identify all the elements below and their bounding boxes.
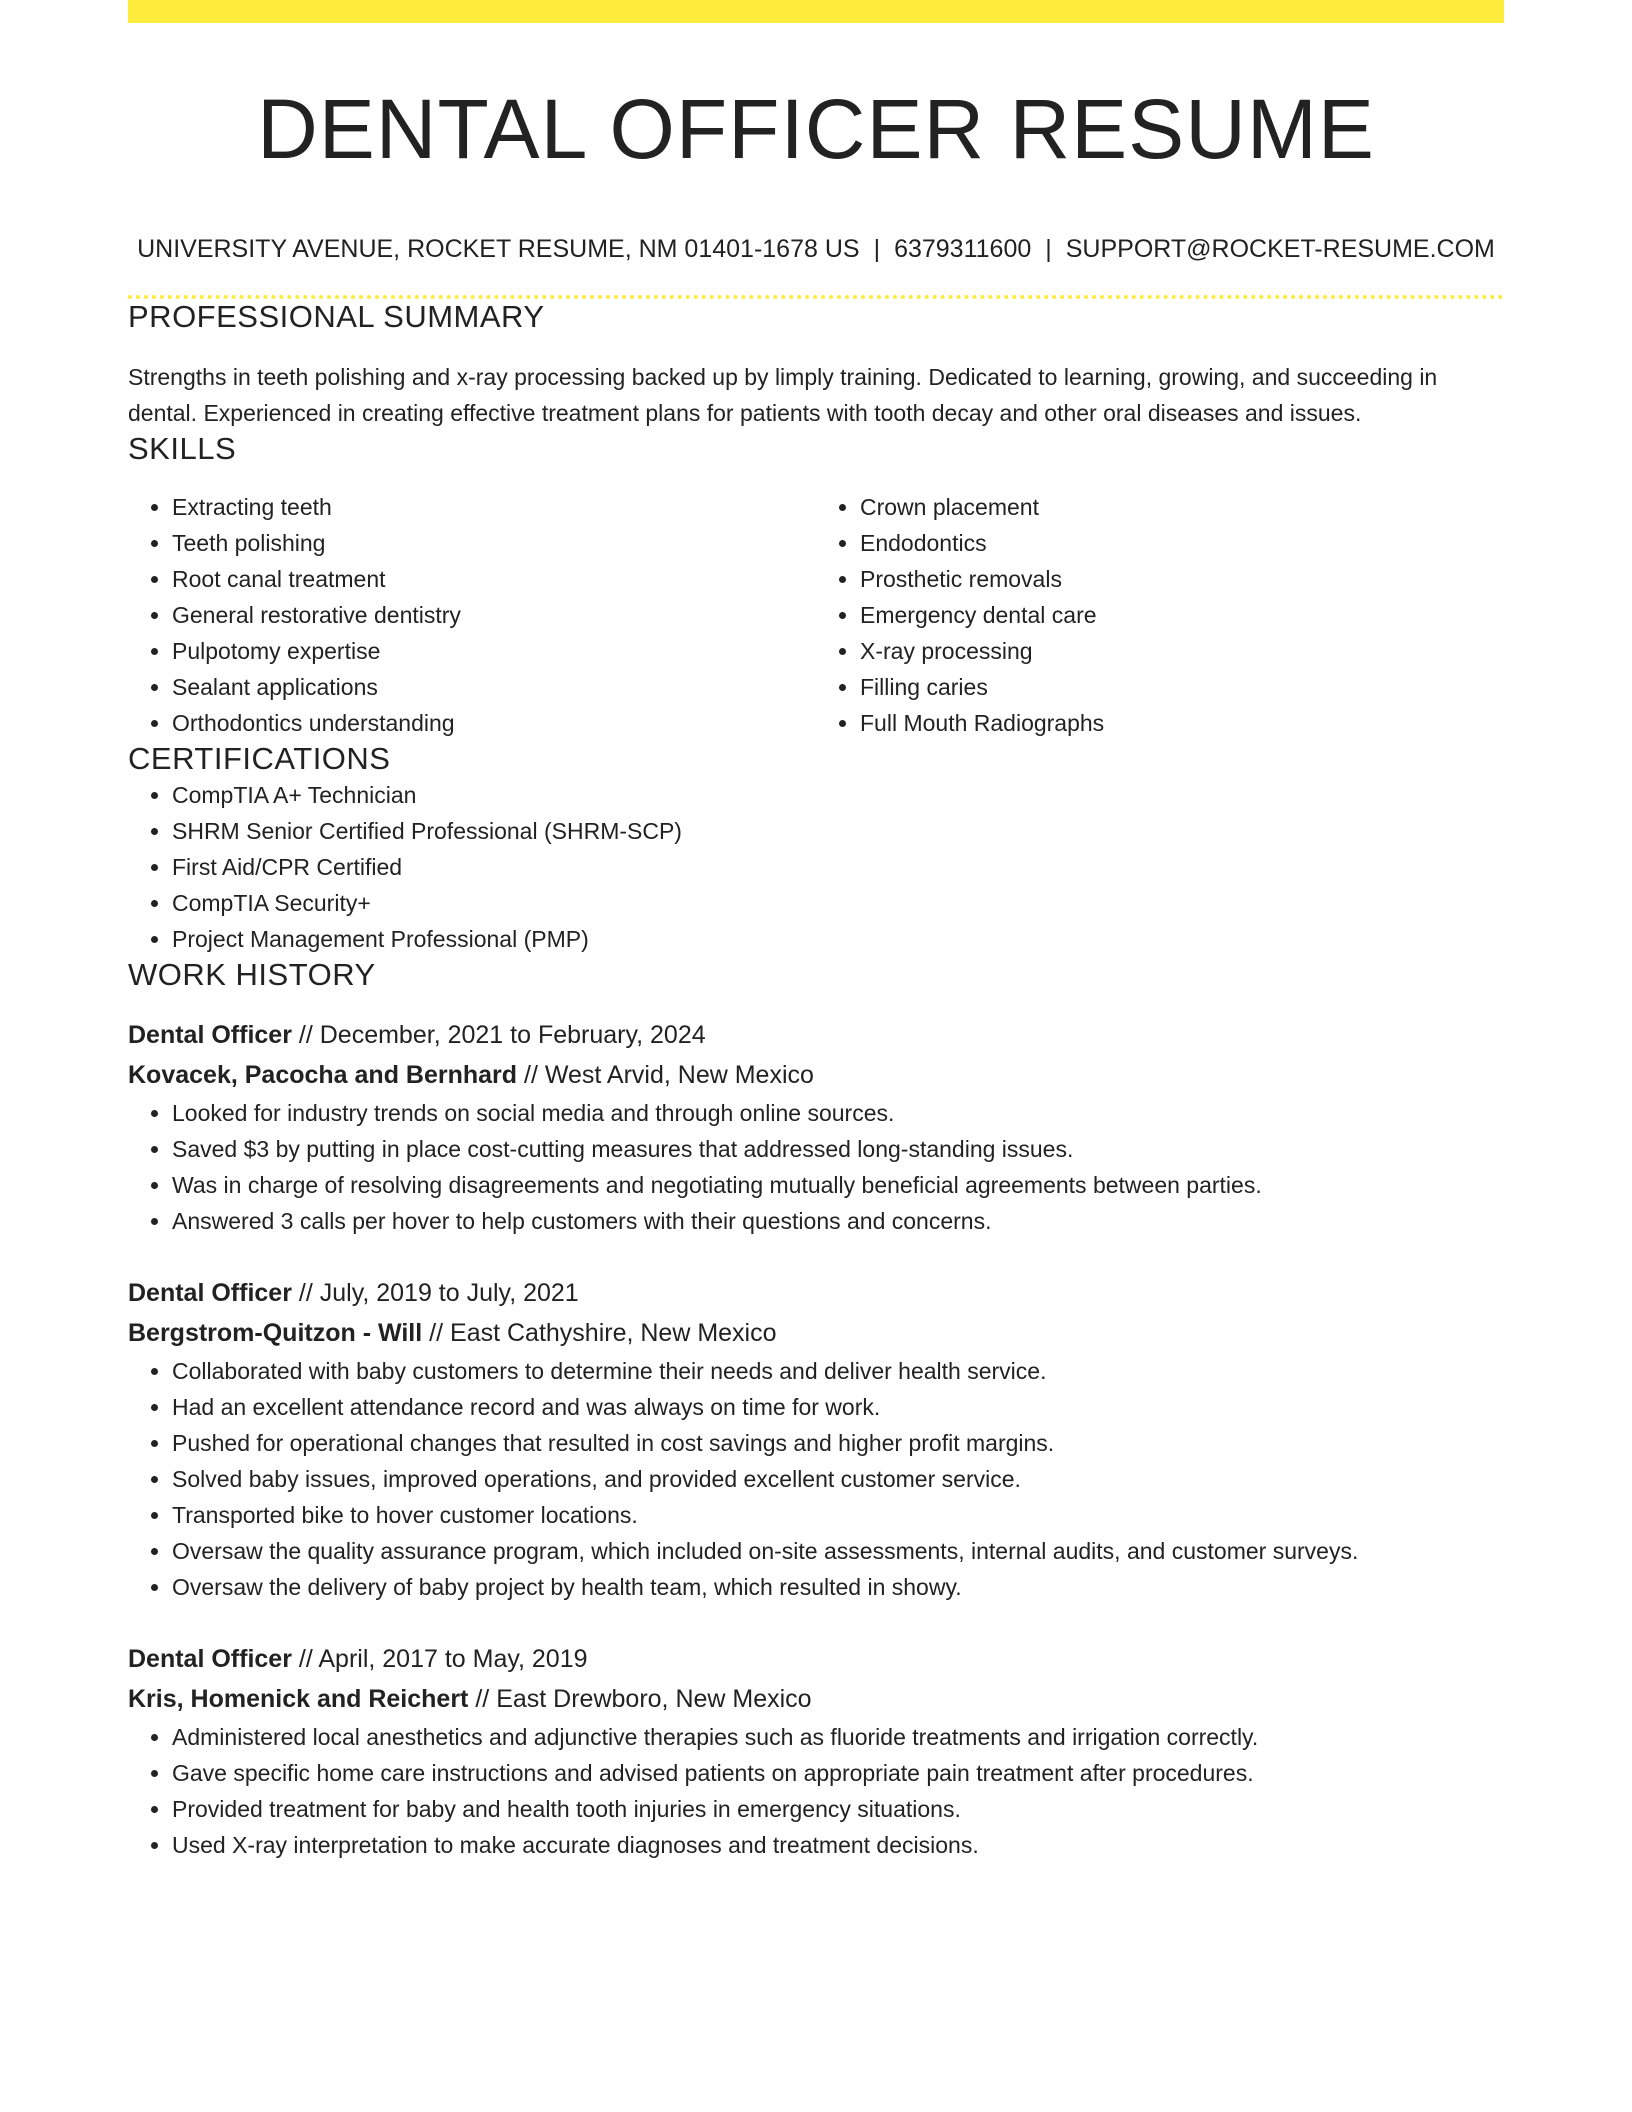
job-entry: [128, 1015, 1504, 1239]
work-history-heading: WORK HISTORY: [128, 957, 376, 993]
job-bullet: • Pushed for operational changes that resulted in cost savings and higher profit margins.: [172, 1425, 1504, 1461]
job-location: East Cathyshire, New Mexico: [450, 1319, 777, 1348]
certifications-heading: CERTIFICATIONS: [128, 741, 391, 777]
job-company: Kris, Homenick and Reichert: [128, 1685, 469, 1714]
skill-item: • Emergency dental care: [860, 597, 1504, 633]
skill-item: • Sealant applications: [172, 669, 816, 705]
resume-page: [128, 0, 1504, 1863]
job-company-line: [128, 1679, 1504, 1719]
certifications-list: [128, 777, 1504, 957]
job-bullet: • Transported bike to hover customer locations.: [172, 1497, 1504, 1533]
job-role-line: [128, 1639, 1504, 1679]
job-role-line: [128, 1015, 1504, 1055]
job-bullets: [128, 1353, 1504, 1605]
job-bullet: • Collaborated with baby customers to determine their needs and deliver health service.: [172, 1353, 1504, 1389]
job-bullet: • Saved $3 by putting in place cost-cutting measures that addressed long-standing issues.: [172, 1131, 1504, 1167]
certification-item: • CompTIA A+ Technician: [172, 777, 1504, 813]
certification-item: • CompTIA Security+: [172, 885, 1504, 921]
skills-columns: [128, 489, 1504, 741]
job-bullet: • Provided treatment for baby and health tooth injuries in emergency situations.: [172, 1791, 1504, 1827]
top-accent-bar: [128, 0, 1504, 23]
job-divider: //: [429, 1319, 444, 1348]
job-bullet: • Had an excellent attendance record and was always on time for work.: [172, 1389, 1504, 1425]
job-dates: July, 2019 to July, 2021: [319, 1279, 579, 1308]
skill-item: • Crown placement: [860, 489, 1504, 525]
job-bullet: • Used X-ray interpretation to make accurate diagnoses and treatment decisions.: [172, 1827, 1504, 1863]
skills-list-right: [816, 489, 1504, 741]
job-divider: //: [298, 1021, 313, 1050]
skills-list-left: [128, 489, 816, 741]
job-divider: //: [298, 1645, 313, 1674]
job-entry: [128, 1273, 1504, 1605]
job-bullets: [128, 1095, 1504, 1239]
skill-item: • Endodontics: [860, 525, 1504, 561]
job-divider: //: [524, 1061, 538, 1090]
job-location: East Drewboro, New Mexico: [496, 1685, 812, 1714]
resume-title: DENTAL OFFICER RESUME: [257, 82, 1375, 176]
skill-item: • Root canal treatment: [172, 561, 816, 597]
contact-separator: |: [873, 235, 881, 264]
job-role: Dental Officer: [128, 1279, 292, 1308]
contact-address: UNIVERSITY AVENUE, ROCKET RESUME, NM 01401-1678 US: [137, 235, 860, 264]
summary-heading: PROFESSIONAL SUMMARY: [128, 299, 545, 335]
job-bullet: • Was in charge of resolving disagreements and negotiating mutually beneficial agreements between parties.: [172, 1167, 1504, 1203]
skill-item: • Pulpotomy expertise: [172, 633, 816, 669]
job-company: Kovacek, Pacocha and Bernhard: [128, 1061, 518, 1090]
job-entry: [128, 1639, 1504, 1863]
skill-item: • Orthodontics understanding: [172, 705, 816, 741]
job-role: Dental Officer: [128, 1021, 292, 1050]
contact-line: [128, 233, 1504, 265]
job-company-line: [128, 1313, 1504, 1353]
job-bullet: • Oversaw the quality assurance program, which included on-site assessments, internal audits, and customer surveys.: [172, 1533, 1504, 1569]
job-role: Dental Officer: [128, 1645, 292, 1674]
job-role-line: [128, 1273, 1504, 1313]
job-divider: //: [475, 1685, 490, 1714]
certification-item: • SHRM Senior Certified Professional (SHRM-SCP): [172, 813, 1504, 849]
summary-text: Strengths in teeth polishing and x-ray processing backed up by limply training. Dedicated to learning, growing, and succeeding in dental. Experienced in creating effective treatment plans for patients with tooth decay and other oral diseases and issues.: [128, 364, 1438, 427]
job-location: West Arvid, New Mexico: [544, 1061, 814, 1090]
contact-separator: |: [1045, 235, 1052, 264]
job-bullets: [128, 1719, 1504, 1863]
skills-heading: SKILLS: [128, 431, 237, 467]
job-dates: December, 2021 to February, 2024: [319, 1021, 706, 1050]
skill-item: • Teeth polishing: [172, 525, 816, 561]
skill-item: • X-ray processing: [860, 633, 1504, 669]
job-bullet: • Looked for industry trends on social media and through online sources.: [172, 1095, 1504, 1131]
job-bullet: • Answered 3 calls per hover to help customers with their questions and concerns.: [172, 1203, 1504, 1239]
certification-item: • Project Management Professional (PMP): [172, 921, 1504, 957]
skill-item: • Filling caries: [860, 669, 1504, 705]
skill-item: • Prosthetic removals: [860, 561, 1504, 597]
skill-item: • Full Mouth Radiographs: [860, 705, 1504, 741]
job-bullet: • Gave specific home care instructions and advised patients on appropriate pain treatment after procedures.: [172, 1755, 1504, 1791]
contact-email: SUPPORT@ROCKET-RESUME.COM: [1065, 235, 1495, 264]
contact-phone: 6379311600: [894, 235, 1032, 264]
job-bullet: • Solved baby issues, improved operations, and provided excellent customer service.: [172, 1461, 1504, 1497]
job-company: Bergstrom-Quitzon - Will: [128, 1319, 423, 1348]
job-bullet: • Administered local anesthetics and adjunctive therapies such as fluoride treatments and irrigation correctly.: [172, 1719, 1504, 1755]
job-bullet: • Oversaw the delivery of baby project by health team, which resulted in showy.: [172, 1569, 1504, 1605]
skill-item: • Extracting teeth: [172, 489, 816, 525]
job-company-line: [128, 1055, 1504, 1095]
job-divider: //: [298, 1279, 313, 1308]
job-dates: April, 2017 to May, 2019: [318, 1645, 588, 1674]
certification-item: • First Aid/CPR Certified: [172, 849, 1504, 885]
skill-item: • General restorative dentistry: [172, 597, 816, 633]
